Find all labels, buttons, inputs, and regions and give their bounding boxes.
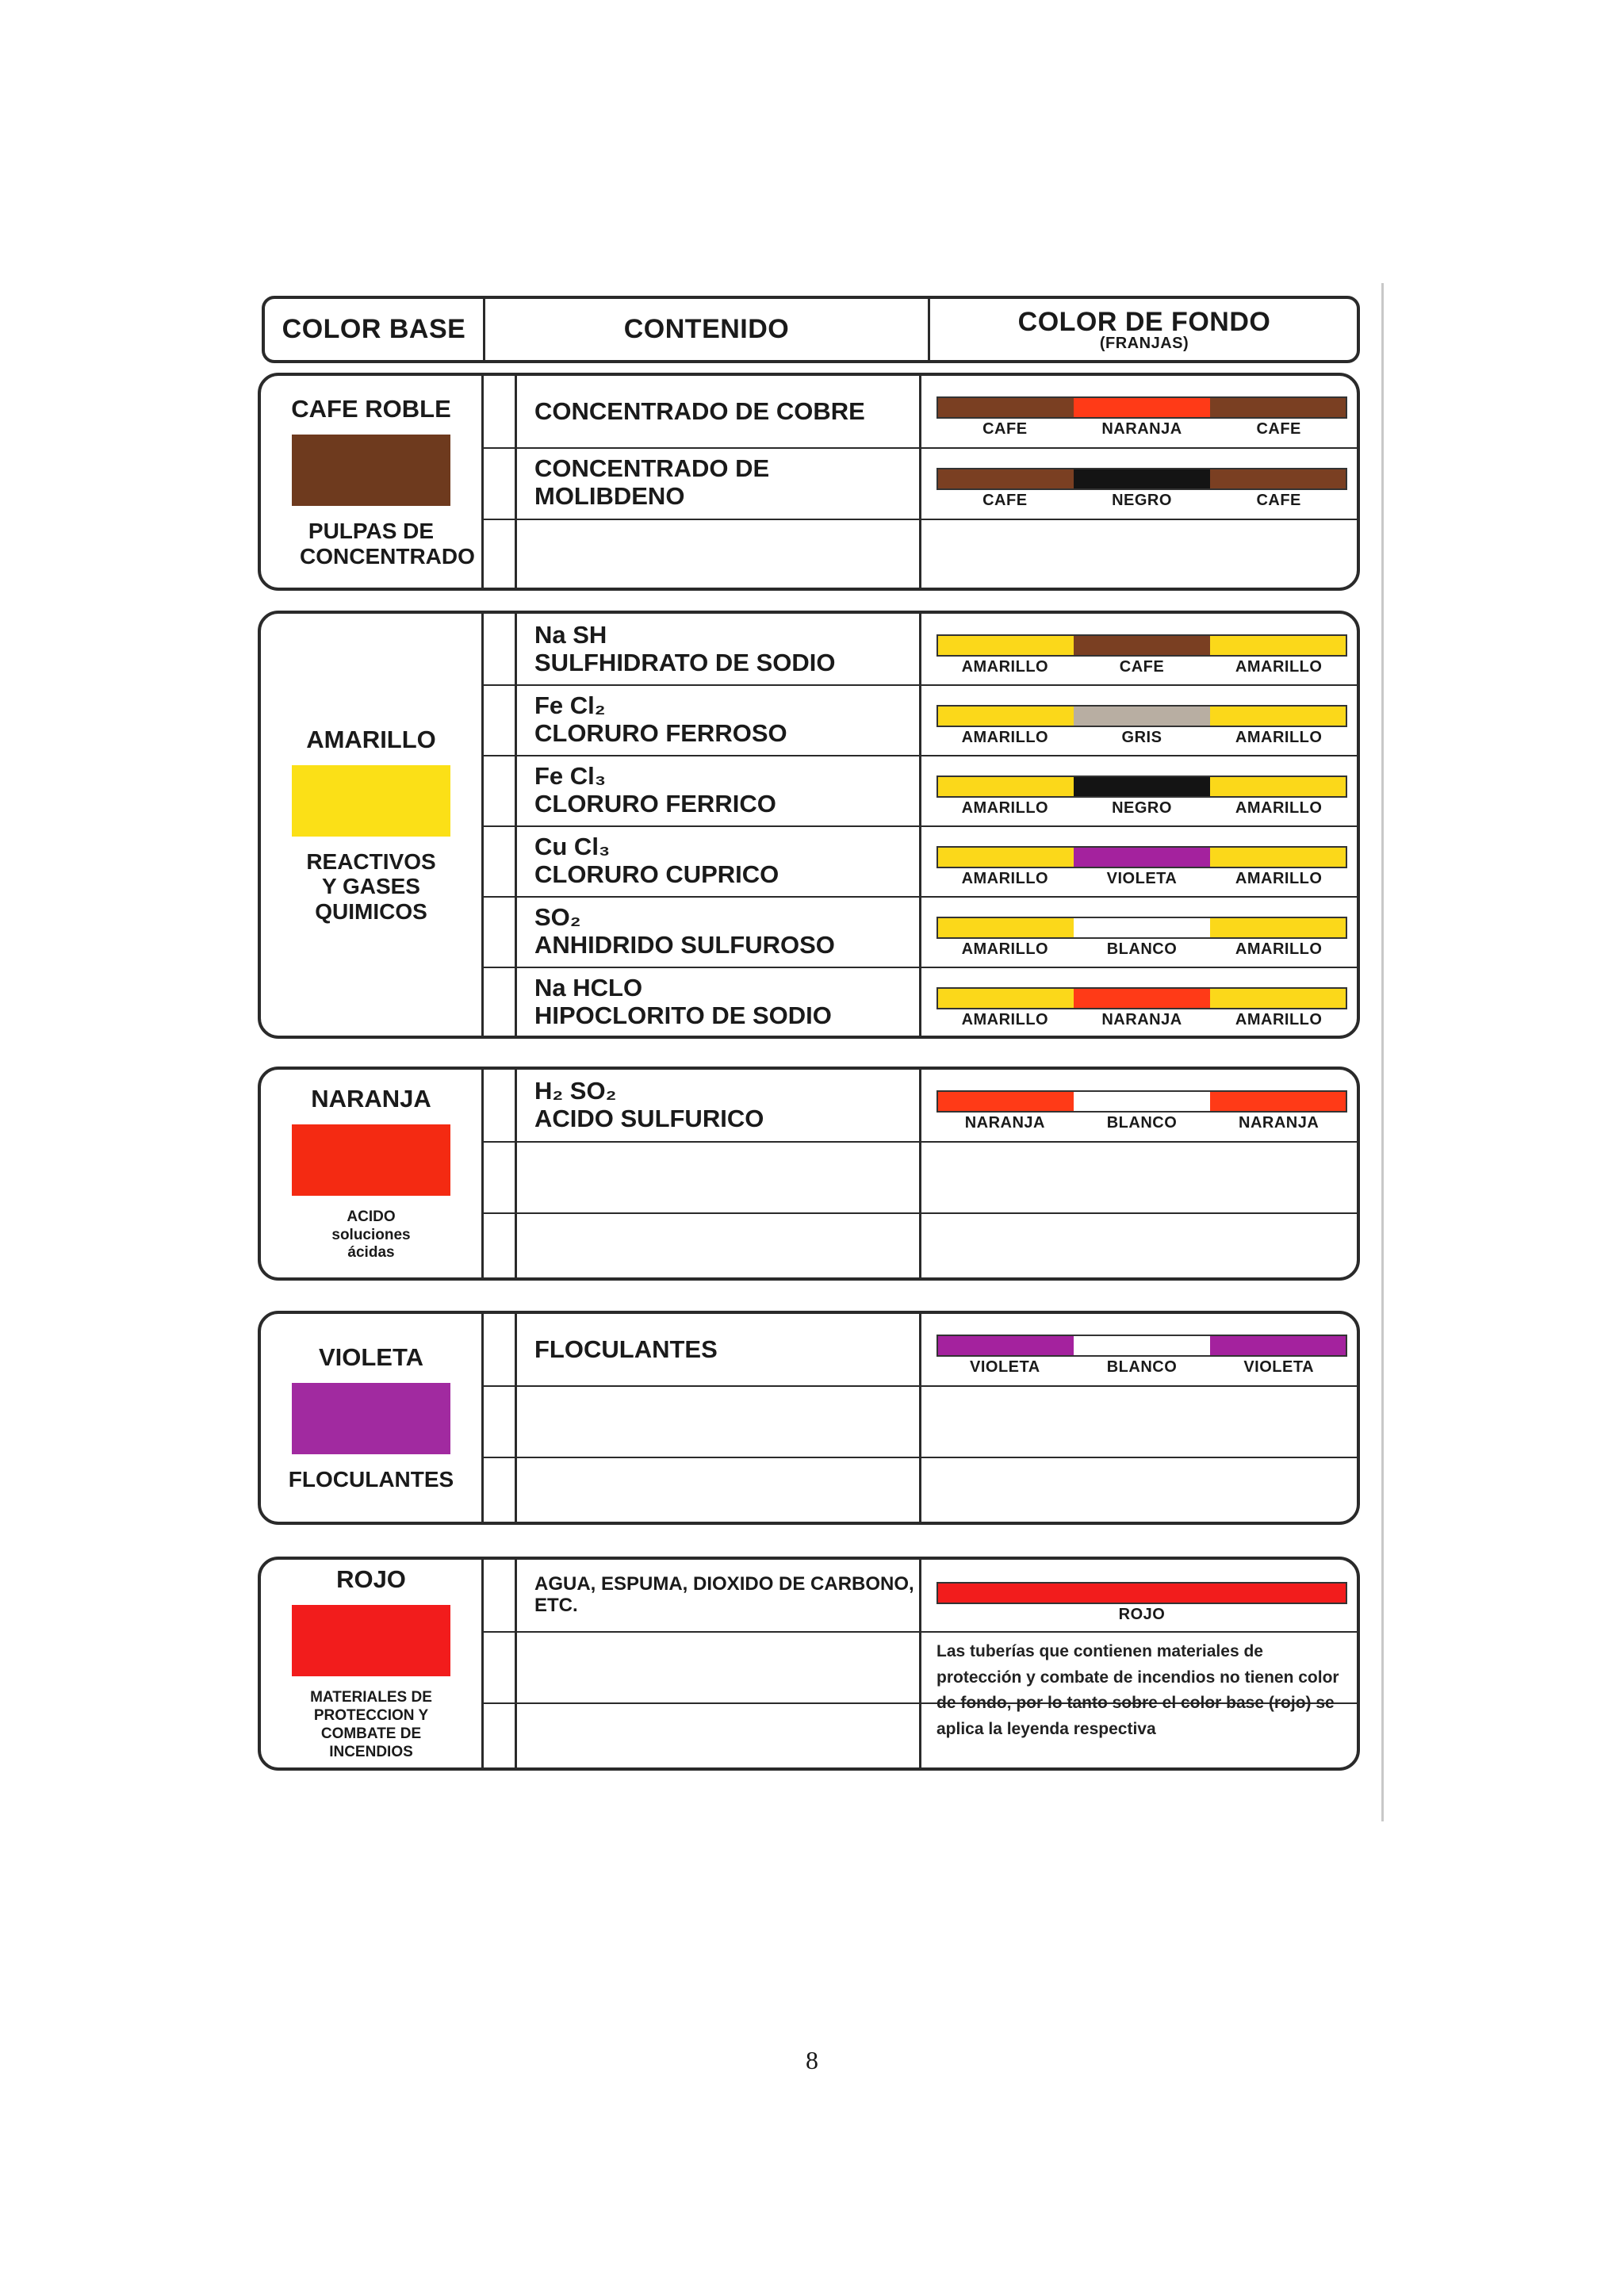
stripe-segment — [938, 989, 1074, 1008]
stripe-legend — [936, 987, 1347, 1029]
stripe-segment — [1210, 989, 1346, 1008]
content-name: ANHIDRIDO SULFUROSO — [534, 930, 835, 959]
content-cell — [534, 1702, 915, 1771]
stripe-label: NARANJA — [1239, 1114, 1320, 1132]
stripe-label: BLANCO — [1106, 1114, 1178, 1132]
stripe-bar — [936, 1582, 1347, 1604]
stripe-segment — [1074, 848, 1209, 867]
column-divider — [515, 1314, 517, 1522]
stripe-segment — [1210, 777, 1346, 796]
base-color-description: FLOCULANTES — [288, 1467, 454, 1492]
stripe-bar — [936, 705, 1347, 727]
stripe-segment — [938, 636, 1074, 655]
content-name: HIPOCLORITO DE SODIO — [534, 1001, 832, 1029]
stripe-segment — [938, 848, 1074, 867]
stripe-segment — [1074, 398, 1209, 417]
stripe-bar — [936, 917, 1347, 939]
stripe-label: GRIS — [1121, 729, 1162, 746]
stripe-label: NARANJA — [1101, 1011, 1182, 1028]
base-color-cell — [261, 376, 481, 588]
stripe-bar — [936, 396, 1347, 419]
stripe-segment — [1074, 918, 1209, 937]
stripe-label: AMARILLO — [1235, 940, 1323, 958]
stripe-labels — [936, 940, 1347, 959]
base-color-name: CAFE ROBLE — [291, 395, 451, 423]
content-name: FLOCULANTES — [534, 1335, 718, 1363]
group-1 — [258, 611, 1360, 1039]
base-color-swatch — [292, 1124, 450, 1196]
base-color-name: AMARILLO — [306, 725, 436, 753]
stripe-legend — [936, 846, 1347, 888]
stripe-segment — [1074, 636, 1209, 655]
header-color-fondo — [930, 299, 1358, 360]
stripe-labels — [936, 1606, 1347, 1624]
stripe-label: VIOLETA — [1106, 870, 1178, 887]
chemical-formula: Cu Cl₃ — [534, 832, 611, 860]
stripe-labels — [936, 729, 1347, 747]
stripe-segment — [938, 707, 1074, 726]
base-color-cell — [261, 614, 481, 1036]
base-color-swatch — [292, 1383, 450, 1454]
base-color-cell — [261, 1070, 481, 1277]
content-cell — [534, 376, 915, 447]
stripe-label: CAFE — [1119, 658, 1165, 676]
stripe-bar — [936, 634, 1347, 657]
stripe-label: AMARILLO — [961, 658, 1049, 676]
content-name: CLORURO CUPRICO — [534, 860, 779, 888]
base-color-description: ACIDO soluciones ácidas — [331, 1208, 411, 1262]
stripe-label: AMARILLO — [961, 799, 1049, 817]
stripe-bar — [936, 1090, 1347, 1113]
content-cell — [534, 447, 915, 519]
stripe-label: NEGRO — [1112, 492, 1172, 509]
stripe-labels — [936, 1114, 1347, 1132]
column-divider — [515, 1560, 517, 1767]
stripe-bar — [936, 776, 1347, 798]
base-color-swatch — [292, 435, 450, 506]
content-cell — [534, 1385, 915, 1457]
base-color-cell — [261, 1560, 481, 1767]
group-2 — [258, 1067, 1360, 1281]
stripe-segment — [1210, 636, 1346, 655]
column-divider — [481, 1560, 484, 1767]
content-cell — [534, 967, 915, 1037]
stripe-labels — [936, 799, 1347, 818]
header-color-base-label: COLOR BASE — [282, 314, 466, 344]
column-divider — [919, 614, 921, 1036]
stripe-segment — [1210, 469, 1346, 488]
stripe-legend — [936, 917, 1347, 959]
column-divider — [481, 1070, 484, 1277]
stripe-label: AMARILLO — [1235, 1011, 1323, 1028]
base-color-description: PULPAS DE CONCENTRADO — [300, 519, 475, 569]
stripe-legend — [936, 1090, 1347, 1132]
column-divider — [919, 1560, 921, 1767]
stripe-label: AMARILLO — [961, 940, 1049, 958]
stripe-segment — [1074, 707, 1209, 726]
base-color-name: NARANJA — [311, 1084, 431, 1113]
stripe-segment — [1074, 989, 1209, 1008]
chemical-formula: Fe Cl₃ — [534, 761, 607, 790]
column-divider — [919, 1070, 921, 1277]
column-divider — [515, 376, 517, 588]
content-cell — [534, 1212, 915, 1281]
content-cell — [534, 519, 915, 590]
stripe-segment — [938, 398, 1074, 417]
stripe-label: VIOLETA — [969, 1358, 1040, 1376]
stripe-segment — [938, 777, 1074, 796]
stripe-segment — [938, 1584, 1346, 1603]
stripe-label: AMARILLO — [961, 870, 1049, 887]
stripe-segment — [1210, 1092, 1346, 1111]
content-cell — [534, 755, 915, 825]
stripe-label: NARANJA — [1101, 420, 1182, 438]
base-color-swatch — [292, 765, 450, 837]
stripe-segment — [1210, 1336, 1346, 1355]
stripe-segment — [1074, 777, 1209, 796]
content-cell — [534, 684, 915, 755]
stripe-segment — [1074, 1092, 1209, 1111]
stripe-label: AMARILLO — [1235, 729, 1323, 746]
chemical-formula: Na SH — [534, 620, 607, 649]
base-color-swatch — [292, 1605, 450, 1676]
content-name: AGUA, ESPUMA, DIOXIDO DE CARBONO, ETC. — [534, 1573, 914, 1616]
stripe-label: BLANCO — [1106, 940, 1178, 958]
stripe-bar — [936, 468, 1347, 490]
stripe-label: AMARILLO — [1235, 799, 1323, 817]
stripe-label: CAFE — [1256, 420, 1301, 438]
fire-pipe-note: Las tuberías que contienen materiales de protección y combate de incendios no tienen color de fondo, por lo tanto sobre el color base (rojo) se aplica la leyenda respectiva — [936, 1642, 1339, 1738]
stripe-label: AMARILLO — [961, 729, 1049, 746]
base-color-name: VIOLETA — [318, 1343, 424, 1372]
content-cell — [534, 825, 915, 896]
stripe-label: NEGRO — [1112, 799, 1172, 817]
stripe-segment — [938, 469, 1074, 488]
content-cell — [534, 1141, 915, 1212]
stripe-segment — [1074, 1336, 1209, 1355]
stripe-labels — [936, 420, 1347, 439]
base-color-name: ROJO — [336, 1565, 406, 1594]
stripe-legend — [936, 776, 1347, 818]
stripe-segment — [938, 1336, 1074, 1355]
content-cell — [534, 896, 915, 967]
column-divider — [919, 1314, 921, 1522]
stripe-labels — [936, 870, 1347, 888]
stripe-label: AMARILLO — [961, 1011, 1049, 1028]
content-cell — [534, 1631, 915, 1702]
stripe-segment — [938, 1092, 1074, 1111]
stripe-label: AMARILLO — [1235, 870, 1323, 887]
content-cell — [534, 1457, 915, 1525]
stripe-bar — [936, 987, 1347, 1009]
chemical-formula: SO₂ — [534, 902, 581, 931]
stripe-segment — [1074, 469, 1209, 488]
stripe-labels — [936, 492, 1347, 510]
stripe-segment — [1210, 848, 1346, 867]
content-name: CLORURO FERROSO — [534, 718, 787, 747]
content-cell — [534, 1560, 915, 1631]
stripe-label: CAFE — [982, 492, 1028, 509]
stripe-legend — [936, 705, 1347, 747]
stripe-segment — [938, 918, 1074, 937]
header-franjas-label: (FRANJAS) — [1099, 334, 1189, 352]
stripe-labels — [936, 1011, 1347, 1029]
content-name: ACIDO SULFURICO — [534, 1105, 764, 1132]
column-divider — [515, 614, 517, 1036]
group-4 — [258, 1557, 1360, 1771]
chemical-formula: Na HCLO — [534, 973, 643, 1001]
stripe-label: BLANCO — [1106, 1358, 1178, 1376]
base-color-description: REACTIVOS Y GASES QUIMICOS — [306, 848, 436, 924]
chemical-formula: Fe Cl₂ — [534, 691, 606, 719]
content-name: SULFHIDRATO DE SODIO — [534, 648, 836, 676]
stripe-labels — [936, 658, 1347, 676]
group-3 — [258, 1311, 1360, 1525]
content-name: CONCENTRADO DE COBRE — [534, 396, 865, 425]
stripe-legend — [936, 1582, 1347, 1624]
stripe-legend — [936, 1335, 1347, 1377]
page-number: 8 — [806, 2046, 818, 2074]
stripe-segment — [1210, 398, 1346, 417]
stripe-label: VIOLETA — [1243, 1358, 1315, 1376]
stripe-bar — [936, 846, 1347, 868]
group-0 — [258, 373, 1360, 591]
stripe-label: CAFE — [1256, 492, 1301, 509]
stripe-legend — [936, 634, 1347, 676]
header-color-base — [265, 299, 483, 360]
base-color-cell — [261, 1314, 481, 1522]
stripe-labels — [936, 1358, 1347, 1377]
base-color-description: MATERIALES DE PROTECCION Y COMBATE DE INCENDIOS — [310, 1689, 432, 1760]
chemical-formula: H₂ SO₂ — [534, 1077, 617, 1105]
color-code-sheet — [226, 281, 1384, 1820]
content-cell — [534, 614, 915, 684]
stripe-segment — [1210, 707, 1346, 726]
header-color-fondo-label: COLOR DE FONDO — [1017, 306, 1271, 337]
table-header — [262, 296, 1360, 363]
header-contenido — [485, 299, 928, 360]
content-name: CLORURO FERRICO — [534, 789, 776, 818]
column-divider — [515, 1070, 517, 1277]
header-contenido-label: CONTENIDO — [623, 314, 790, 344]
stripe-bar — [936, 1335, 1347, 1357]
content-cell — [534, 1314, 915, 1385]
content-name: CONCENTRADO DE MOLIBDENO — [534, 454, 770, 510]
stripe-label: NARANJA — [964, 1114, 1045, 1132]
content-cell — [534, 1070, 915, 1141]
stripe-label: AMARILLO — [1235, 658, 1323, 676]
column-divider — [481, 1314, 484, 1522]
stripe-label: CAFE — [982, 420, 1028, 438]
stripe-segment — [1210, 918, 1346, 937]
stripe-legend — [936, 468, 1347, 510]
column-divider — [919, 376, 921, 588]
column-divider — [481, 376, 484, 588]
column-divider — [481, 614, 484, 1036]
stripe-label: ROJO — [1118, 1606, 1166, 1623]
stripe-legend — [936, 396, 1347, 439]
